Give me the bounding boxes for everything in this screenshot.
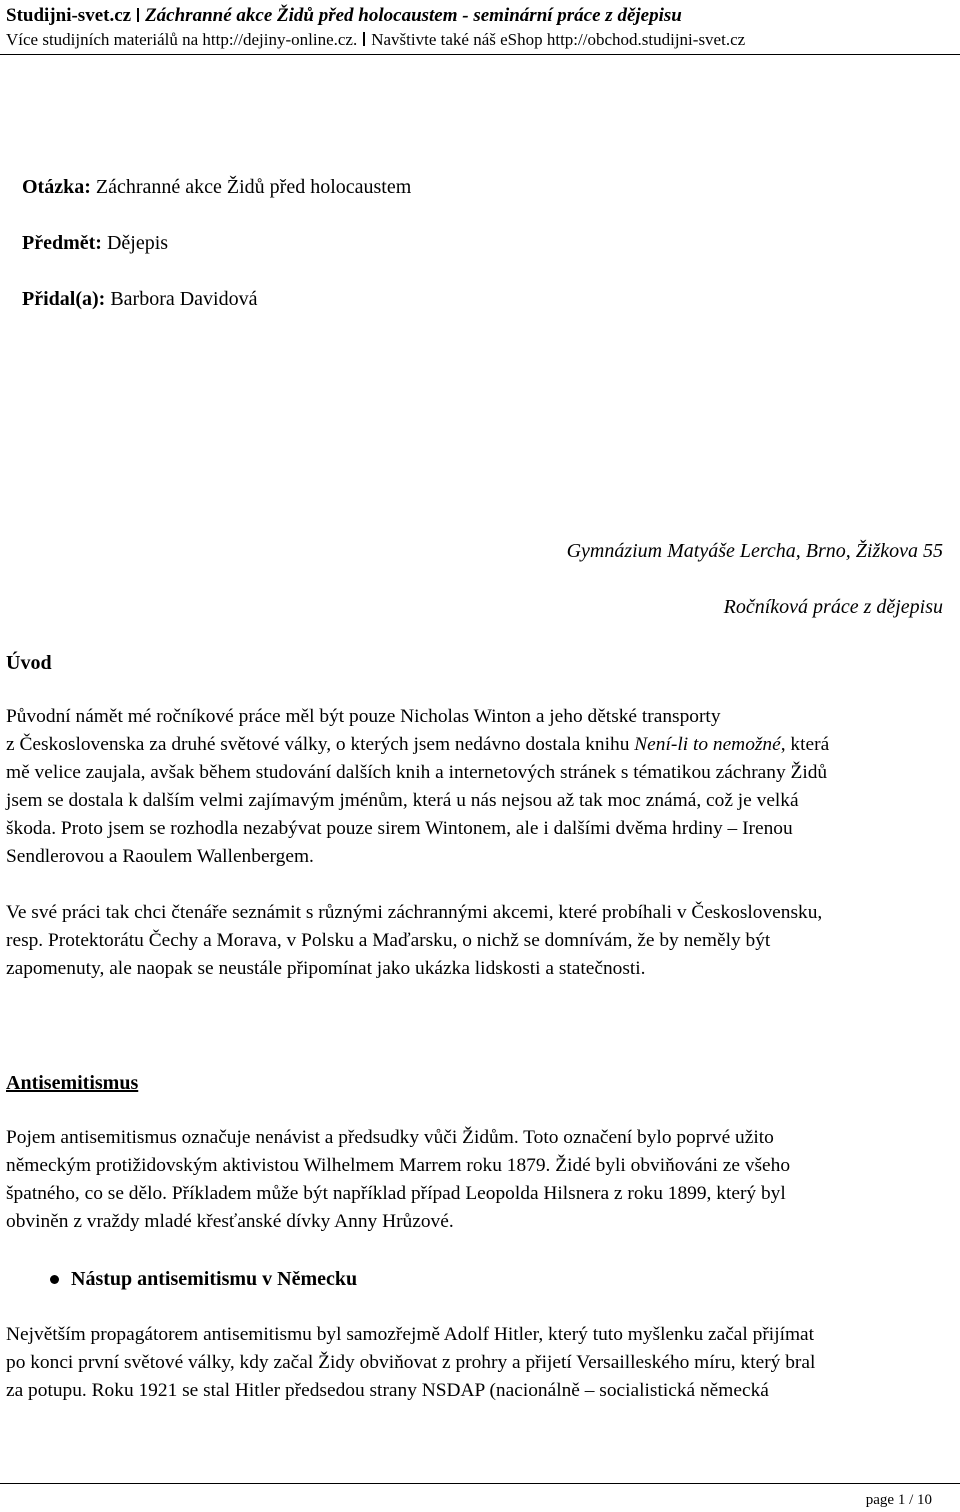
intro-paragraph-2 [6,899,954,983]
footer-divider [0,1483,960,1484]
subject-value: Dějepis [106,232,169,254]
question-label: Otázka: [22,176,91,198]
subsection-heading: Nástup antisemitismu v Německu [71,1268,358,1290]
text-line: Pojem antisemitismus označuje nenávist a předsudky vůči Židům. Toto označení bylo poprvé užito [6,1127,774,1148]
text-line: Původní námět mé ročníkové práce měl být pouze Nicholas Winton a jeho dětské transporty [6,706,721,727]
intro-paragraph-1 [6,703,954,871]
more-materials-link[interactable]: Více studijních materiálů na http://dejiny-online.cz. [6,30,358,49]
page-number: page 1 / 10 [865,1492,932,1508]
header-divider [0,54,960,55]
text-line: špatného, co se dělo. Příkladem může být například případ Leopolda Hilsnera z roku 1899, který byl [6,1183,786,1204]
text-line: Ve své práci tak chci čtenáře seznámit s různými záchrannými akcemi, které probíhali v Československu, [6,902,823,923]
work-type: Ročníková práce z dějepisu [723,596,943,618]
book-title: Není-li to nemožné [634,734,781,755]
question-line [22,174,411,200]
separator-icon [363,32,365,46]
text-line: po konci první světové války, kdy začal Židy obviňovat z prohry a přijetí Versailleského míru, který bral [6,1352,816,1373]
subject-line [22,230,168,256]
antisemitism-paragraph-1 [6,1124,954,1236]
text-line: Největším propagátorem antisemitismu byl samozřejmě Adolf Hitler, který tuto myšlenku začal přijímat [6,1324,815,1345]
question-value: Záchranné akce Židů před holocaustem [95,176,412,198]
text-segment: , která [780,734,830,755]
author-line [22,286,257,312]
eshop-link[interactable]: Navštivte také náš eShop http://obchod.studijni-svet.cz [371,30,746,49]
text-line: resp. Protektorátu Čechy a Morava, v Polsku a Maďarsku, o nichž se domnívám, že by neměly být [6,930,771,951]
author-value: Barbora Davidová [110,288,258,310]
bullet-icon [50,1275,59,1284]
text-line: za potupu. Roku 1921 se stal Hitler předsedou strany NSDAP (nacionálně – socialistická německá [6,1380,769,1401]
antisemitism-paragraph-2 [6,1321,954,1405]
intro-heading: Úvod [6,652,52,674]
text-line [6,731,954,759]
text-line: mě velice zaujala, avšak během studování dalších knih a internetových stránek s tématikou záchrany Židů [6,762,828,783]
text-line: škoda. Proto jsem se rozhodla nezabývat pouze sirem Wintonem, ale i dalšími dvěma hrdiny – Irenou [6,818,793,839]
text-segment: z Československa za druhé světové války, o kterých jsem nedávno dostala knihu [6,734,635,755]
text-line: Sendlerovou a Raoulem Wallenbergem. [6,846,314,867]
text-line: německým protižidovským aktivistou Wilhelmem Marrem roku 1879. Židé byli obviňováni ze všeho [6,1155,791,1176]
subject-label: Předmět: [22,232,102,254]
separator-icon [137,8,139,22]
text-line: zapomenuty, ale naopak se neustále připomínat jako ukázka lidskosti a statečnosti. [6,958,646,979]
text-line: obviněn z vraždy mladé křesťanské dívky Anny Hrůzové. [6,1211,454,1232]
school-name: Gymnázium Matyáše Lercha, Brno, Žižkova 55 [566,540,943,562]
site-name[interactable]: Studijni-svet.cz [6,5,132,26]
document-header-links [6,29,745,51]
document-header-title [6,4,682,28]
author-label: Přidal(a): [22,288,106,310]
text-line: jsem se dostala k dalším velmi zajímavým jménům, která u nás nejsou až tak moc známá, což je velká [6,790,799,811]
document-title: Záchranné akce Židů před holocaustem - seminární práce z dějepisu [145,5,682,26]
antisemitism-heading: Antisemitismus [6,1072,139,1094]
